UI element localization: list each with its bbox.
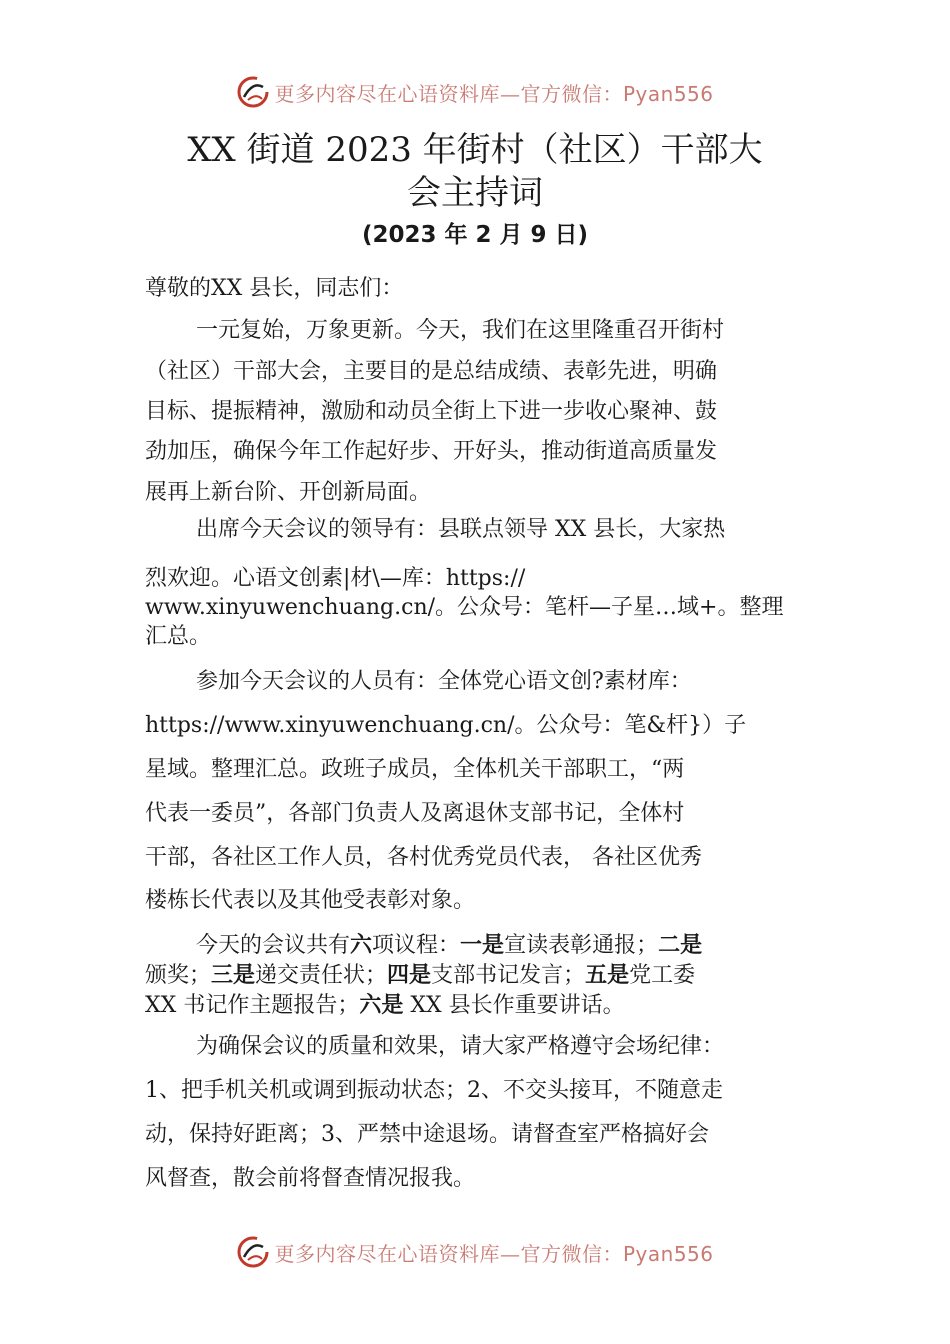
p1-line: 展再上新台阶、开创新局面。 [145, 480, 432, 505]
brand-logo-icon [236, 1235, 270, 1269]
p2-line: 汇总。 [145, 624, 212, 649]
p5-line: 动，保持好距离；3、严禁中途退场。请督查室严格搞好会 [145, 1122, 709, 1147]
p3-line: 代表一委员”，各部门负责人及离退休支部书记，全体村 [145, 801, 685, 826]
p5-line: 1、把手机关机或调到振动状态；2、不交头接耳，不随意走 [145, 1078, 723, 1103]
p4-line-2: 颁奖；三是递交责任状；四是支部书记发言；五是党工委 [145, 963, 696, 988]
brand-logo-icon [236, 75, 270, 109]
p4-line-1: 今天的会议共有六项议程：一是宣读表彰通报；二是 [196, 933, 703, 958]
p3-line: 参加今天会议的人员有：全体党心语文创?素材库： [196, 669, 692, 694]
p1-line: 一元复始，万象更新。今天，我们在这里隆重召开街村 [196, 318, 725, 343]
p2-line: 烈欢迎。心语文创素|材\—库：https:// [145, 566, 526, 591]
p1-line: 目标、提振精神，激励和动员全街上下进一步收心聚神、鼓 [145, 399, 718, 424]
header-watermark [0, 72, 950, 112]
p5-line: 为确保会议的质量和效果，请大家严格遵守会场纪律： [196, 1034, 725, 1059]
document-title-line-2: 会主持词 [407, 173, 543, 213]
p3-line: 干部，各社区工作人员，各村优秀党员代表， 各社区优秀 [145, 845, 702, 870]
p3-line: 楼栋长代表以及其他受表彰对象。 [145, 888, 476, 913]
document-title-line-1: XX 街道 2023 年街村（社区）干部大 [187, 130, 763, 170]
p4-line-3: XX 书记作主题报告；六是 XX 县长作重要讲话。 [145, 993, 625, 1018]
p1-line: （社区）干部大会，主要目的是总结成绩、表彰先进，明确 [145, 359, 718, 384]
p3-line: https://www.xinyuwenchuang.cn/。公众号：笔&杆}）子 [145, 713, 747, 738]
watermark-text: 更多内容尽在心语资料库—官方微信：Pyan556 [274, 81, 714, 106]
p2-line: 出席今天会议的领导有：县联点领导 XX 县长，大家热 [196, 517, 726, 542]
p1-line: 劲加压，确保今年工作起好步、开好头，推动街道高质量发 [145, 439, 718, 464]
p5-line: 风督查，散会前将督查情况报我。 [145, 1166, 476, 1191]
salutation: 尊敬的XX 县长，同志们： [145, 276, 404, 301]
footer-watermark [0, 1232, 950, 1272]
document-date: (2023 年 2 月 9 日) [361, 222, 589, 248]
watermark-text: 更多内容尽在心语资料库—官方微信：Pyan556 [274, 1241, 714, 1266]
p2-line: www.xinyuwenchuang.cn/。公众号：笔杆—子星…域+。整理 [145, 595, 784, 620]
p3-line: 星域。整理汇总。政班子成员，全体机关干部职工，“两 [145, 757, 685, 782]
